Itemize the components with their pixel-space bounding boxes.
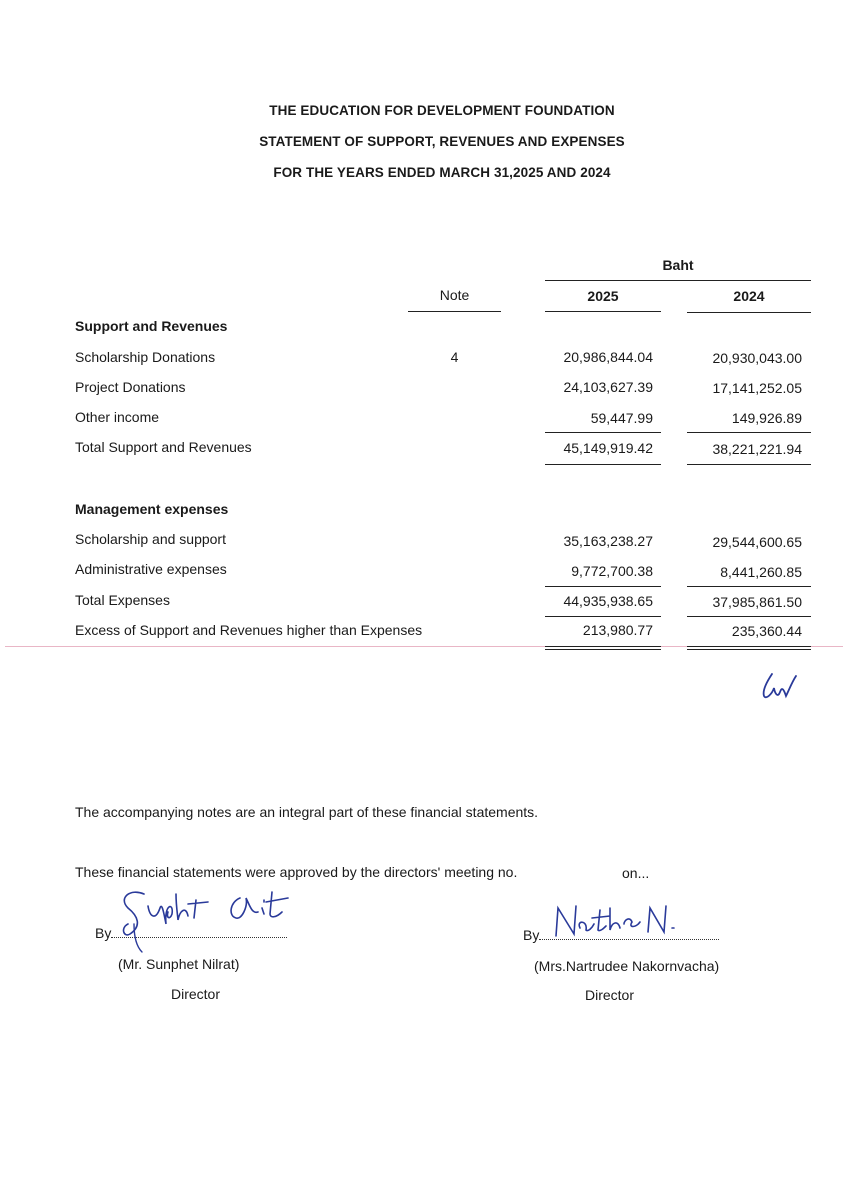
total-line-2025: [545, 464, 661, 465]
row-label: Scholarship Donations: [75, 349, 216, 365]
total-support-label: Total Support and Revenues: [75, 439, 252, 455]
support-heading: Support and Revenues: [75, 318, 228, 334]
signature-sunphet: [112, 884, 302, 956]
notes-statement: The accompanying notes are an integral part of these financial statements.: [75, 804, 539, 820]
by-label: By: [523, 927, 540, 943]
signatory1-name: (Mr. Sunphet Nilrat): [118, 956, 240, 972]
period-title: FOR THE YEARS ENDED MARCH 31,2025 AND 2024: [273, 165, 611, 180]
row-value-2024: 17,141,252.05: [712, 380, 802, 396]
row-value-2024: 8,441,260.85: [720, 564, 802, 580]
subtotal-line-2025: [545, 586, 661, 587]
row-value-2024: 149,926.89: [731, 410, 802, 426]
double-underline-2024: [687, 646, 811, 650]
year-2024-header: 2024: [733, 288, 765, 304]
total-expenses-2025: 44,935,938.65: [563, 593, 653, 609]
row-label: Other income: [75, 409, 160, 425]
double-underline-2025: [545, 646, 661, 650]
initials-signature: [758, 670, 802, 704]
total-line-2024: [687, 464, 811, 465]
by-label: By: [95, 925, 112, 941]
row-value-2024: 20,930,043.00: [712, 350, 802, 366]
year-2025-underline: [545, 311, 661, 312]
currency-underline: [545, 280, 811, 281]
currency-header: Baht: [662, 257, 694, 273]
subtotal-line-2025: [545, 432, 661, 433]
approval-statement: These financial statements were approved by the directors' meeting no.: [75, 864, 518, 880]
note-header: Note: [439, 287, 470, 303]
row-value-2025: 9,772,700.38: [571, 563, 653, 579]
row-label: Scholarship and support: [75, 531, 226, 547]
row-value-2024: 29,544,600.65: [712, 534, 802, 550]
signatory2-title: Director: [585, 987, 635, 1003]
approval-on: on...: [622, 865, 650, 881]
expenses-heading: Management expenses: [75, 501, 229, 517]
row-value-2025: 24,103,627.39: [563, 379, 653, 395]
total-support-2025: 45,149,919.42: [563, 440, 653, 456]
subtotal-line-2024: [687, 432, 811, 433]
excess-2025: 213,980.77: [582, 622, 653, 638]
row-note: 4: [450, 349, 459, 365]
row-label: Administrative expenses: [75, 561, 227, 577]
statement-title: STATEMENT OF SUPPORT, REVENUES AND EXPENSES: [259, 134, 625, 149]
row-value-2025: 35,163,238.27: [563, 533, 653, 549]
total-support-2024: 38,221,221.94: [712, 441, 802, 457]
total-line-2025: [545, 616, 661, 617]
excess-2024: 235,360.44: [731, 623, 802, 639]
row-label: Project Donations: [75, 379, 186, 395]
signatory1-title: Director: [171, 986, 221, 1002]
row-value-2025: 20,986,844.04: [563, 349, 653, 365]
year-2024-underline: [687, 312, 811, 313]
signatory2-name: (Mrs.Nartrudee Nakornvacha): [534, 958, 720, 974]
total-expenses-label: Total Expenses: [75, 592, 170, 608]
signature-nartrudee: [540, 898, 690, 944]
row-value-2025: 59,447.99: [590, 410, 653, 426]
total-line-2024: [687, 616, 811, 617]
subtotal-line-2024: [687, 586, 811, 587]
year-2025-header: 2025: [587, 288, 619, 304]
organization-title: THE EDUCATION FOR DEVELOPMENT FOUNDATION: [269, 103, 615, 118]
note-underline: [408, 311, 501, 312]
excess-label: Excess of Support and Revenues higher than Expenses: [75, 622, 423, 638]
total-expenses-2024: 37,985,861.50: [712, 594, 802, 610]
